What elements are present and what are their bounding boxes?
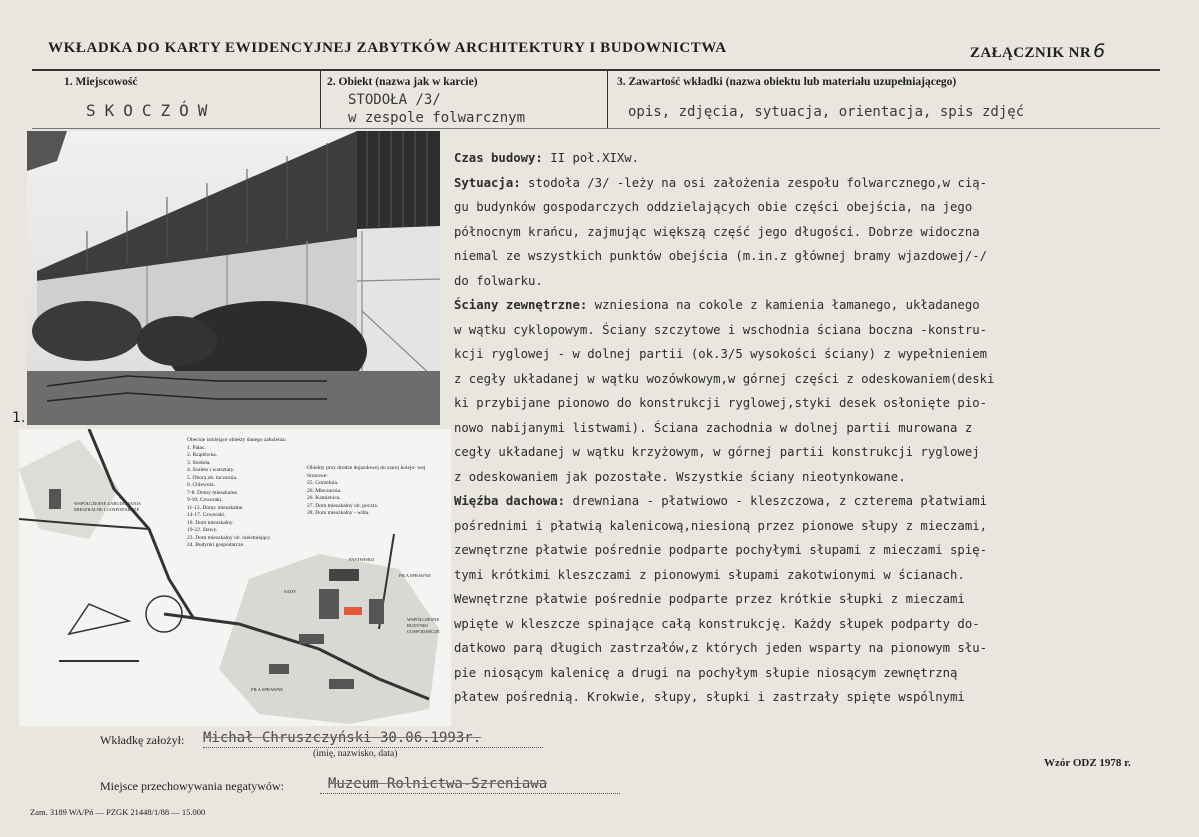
description-line [454,391,1182,416]
description-line-text: datkowo parą długich zastrzałów,z których jeden wsparty na pionowym słu- [454,641,988,655]
map-legend-item: 26. Mleczarnia. [307,487,342,494]
description-line [454,612,1182,637]
description-line-text: niemal ze wszystkich punktów obejścia (m.in.z głównej bramy wjazdowej/-/ [454,249,988,263]
founded-hint: (imię, nazwisko, data) [313,749,398,759]
form-label: Wzór ODZ 1978 r. [1044,757,1131,769]
col2-value-line1: STODOŁA /3/ [348,92,441,108]
map-legend-item: 23. Dom mieszkalny ob. nieistniejący. [187,534,272,541]
map-legend-item: 4. Szalets i warsztaty. [187,467,235,473]
map-legend-item: 1. Pałac. [187,444,206,451]
description-line [454,318,1182,343]
description-line [454,514,1182,539]
map-label: WSPÓŁCZESNE BUDYNKI GOSPODARCZE [407,617,440,634]
description-line-text: kcji ryglowej - w dolnej partii (ok.3/5 wysokości ściany) z wypełnieniem [454,347,988,361]
map-legend-item: 9-10. Czworaki. [187,497,223,503]
map-legend-item: 19-22. Stawy. [187,527,218,533]
map-legend-item: 6. Chlewnia. [187,482,215,488]
column-divider-1 [320,70,321,128]
map-legend-item: 5. Obora ob. tuczarnia. [187,474,238,481]
description-line [454,220,1182,245]
description-text [454,146,1182,710]
founded-underline [203,747,543,748]
description-line-text: tymi krótkimi kleszczami z pionowymi słupami zakotwionymi w ścianach. [454,567,965,582]
founded-label: Wkładkę założył: [100,733,185,747]
document-title: WKŁADKA DO KARTY EWIDENCYJNEJ ZABYTKÓW ARCHITEKTURY I BUDOWNICTWA [48,40,727,56]
description-line [454,538,1182,563]
map-legend-item: 14-17. Czworaki. [187,512,226,518]
description-line-text: północnym krańcu, zajmując większą część jego długości. Dobrze widoczna [454,224,980,239]
col1-value: SKOCZÓW [86,101,217,120]
description-line-text: nowo nabijanymi listwami). Ściana zachodnia w dolnej partii murowana z [454,420,973,435]
description-line-text: gu budynków gospodarczych oddzielających obie części obejścia, na jego [454,200,973,214]
description-line-text: z cegły układanej w wątku wozówkowym,w górnej części z odeskowaniem(deski [454,371,995,386]
section-label: Więźba dachowa: [454,494,566,508]
section-label: Ściany zewnętrzne: [454,298,588,312]
description-line [454,367,1182,392]
print-info: Zam. 3189 WA/Pń — PZGK 21448/1/88 — 15.000 [30,807,206,817]
description-line-text: wpięte w kleszcze spinające całą konstrukcję. Każdy słupek podparty do- [454,616,980,631]
description-line [454,293,1182,318]
description-line [454,661,1182,686]
map-label: PIŁA SPRAWNE [251,687,284,692]
description-line-text: z odeskowaniem jak pozostałe. Wszystkie ściany nieotynkowane. [454,469,906,484]
map-legend-item: 24. Budynki gospodarcze. [187,542,245,548]
map-legend-item: 7-8. Domy mieszkalne. [187,489,239,496]
description-line [454,244,1182,269]
description-line-text: płatew pośrednią. Krokwie, słupy, słupki i zastrzały spięte wspólnymi [454,690,965,704]
description-line [454,636,1182,661]
header-rule [32,69,1160,71]
annex-label [970,40,1106,62]
description-line [454,685,1182,710]
section-label: Sytuacja: [454,175,521,190]
map-label: PIŁA SPRAWNE [399,573,432,578]
negatives-underline [320,793,620,794]
map-label: PASTWISKO [349,557,375,562]
description-line-text: stodoła /3/ -leży na osi założenia zespołu folwarcznego,w cią- [520,175,988,190]
col1-label: 1. Miejscowość [64,76,138,88]
map-legend-item: 25. Gorzelnia. [307,480,339,486]
description-line [454,195,1182,220]
map-legend-item: 11-13. Domy mieszkalne. [187,504,244,511]
barn-photo [27,131,440,425]
description-line-text: wzniesiona na cokole z kamienia łamanego, układanego [587,298,980,312]
description-line [454,416,1182,441]
col2-label: 2. Obiekt (nazwa jak w karcie) [327,76,478,88]
site-map [19,429,451,726]
map-legend-title: Obecnie istniejące obiekty danego założenia: [187,437,287,443]
description-line-text: zewnętrzne płatwie pośrednie podparte pochyłymi słupami z mieczami spię- [454,543,988,557]
map-legend-item: 2. Rządówka. [187,452,218,458]
map-legend-right-title: Obiekty przy drodze dojazdowej do starej kolejo- wej Sruzowe: [307,465,426,479]
description-line-text: w wątku cyklopowym. Ściany szczytowe i wschodnia ściana boczna -konstru- [454,322,988,337]
figure-number: 1. [12,410,26,426]
section-label: Czas budowy: [454,151,543,165]
map-legend-item: 3. Stodoła. [187,459,211,466]
barn-photo-image [27,131,440,425]
col3-value: opis, zdjęcia, sytuacja, orientacja, spis zdjęć [628,104,1025,120]
description-line [454,342,1182,367]
map-legend-right [307,465,447,518]
description-line-text: II poł.XIXw. [542,151,640,165]
description-line [454,269,1182,294]
negatives-label: Miejsce przechowywania negatywów: [100,779,284,793]
description-line [454,171,1182,196]
annex-label-text: ZAŁĄCZNIK NR [970,45,1092,61]
description-line-text: pie niosącym kalenicę a drugi na pochyłym słupie niosącym zewnętrzną [454,665,958,680]
description-line-text: do folwarku. [454,273,543,288]
description-line-text: drewniana - płatwiowo - kleszczowa, z czterema płatwiami [565,494,988,508]
map-legend-item: 28. Dom mieszkalny - willa. [307,510,370,516]
map-label: WSPÓŁCZESNE ZABUDOWANIA MIESZKALNE I GOSPODARCZE [74,501,141,512]
description-line [454,489,1182,514]
map-legend-item: 27. Dom mieszkalny ob. poczta. [307,502,379,509]
column-divider-2 [607,70,608,128]
description-line [454,563,1182,588]
description-line [454,440,1182,465]
col3-label: 3. Zawartość wkładki (nazwa obiektu lub materiału uzupełniającego) [617,76,957,88]
negatives-value: Muzeum Rolnictwa-Szreniawa [328,776,548,792]
annex-number: 6 [1093,40,1106,62]
founded-value: Michał Chruszczyński 30.06.1993r. [203,730,482,746]
col2-value-line2: w zespole folwarcznym [348,110,526,126]
description-line [454,587,1182,612]
description-line-text: cegły układanej w wątku krzyżowym, w górnej partii konstrukcji ryglowej [454,445,980,459]
description-line-text: ki przybijane pionowo do konstrukcji ryglowej,styki desek osłonięte pio- [454,396,988,410]
description-line-text: Wewnętrzne płatwie pośrednie podparte przez krótkie słupki z mieczami [454,592,965,606]
columns-bottom-rule [32,128,1160,129]
description-line [454,146,1182,171]
description-line [454,465,1182,490]
description-line-text: pośrednimi i płatwią kalenicową,niesioną przez pionowe słupy z mieczami, [454,518,988,533]
map-legend-item: 26. Kamienica. [307,495,341,501]
map-legend-item: 18. Dom mieszkalny. [187,519,234,526]
map-label: SADY [284,589,297,594]
